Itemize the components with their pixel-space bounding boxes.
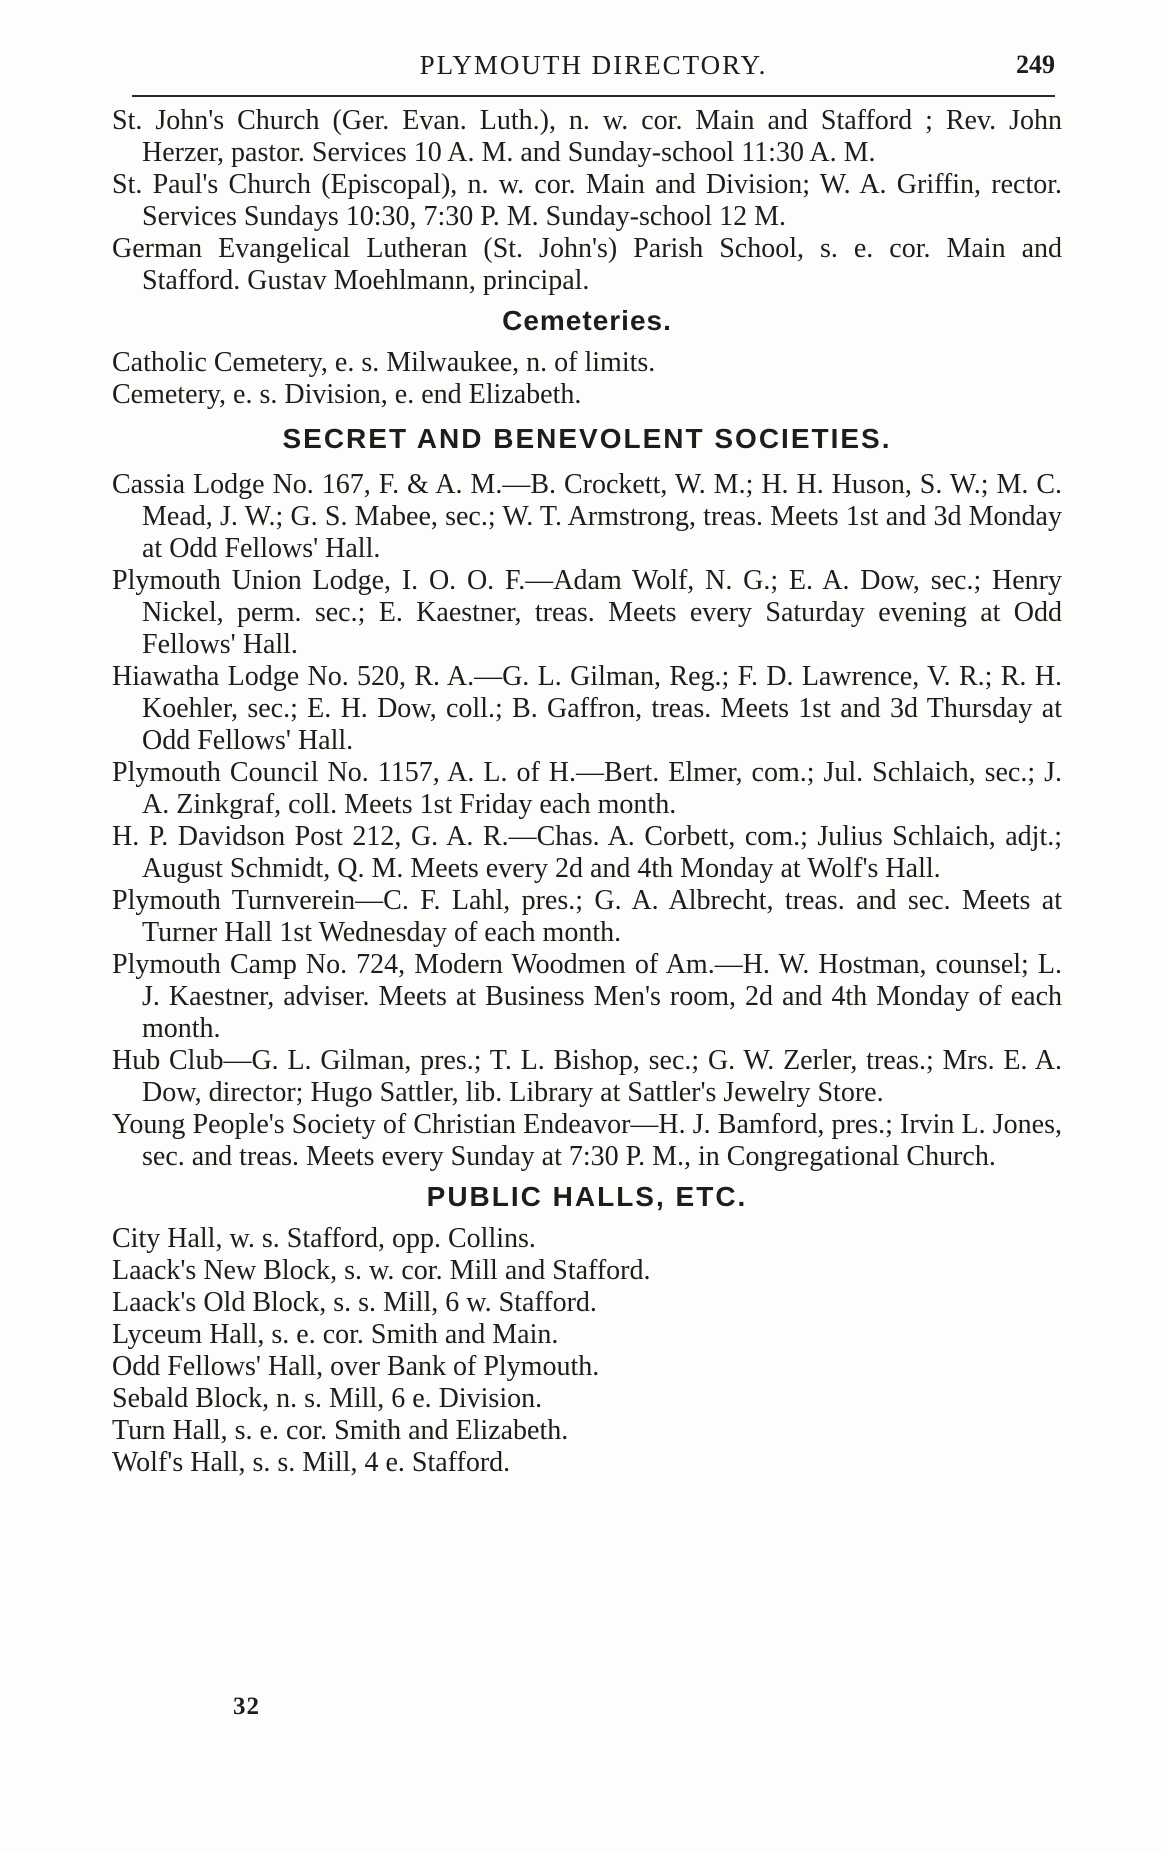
page-header bbox=[132, 44, 1055, 84]
halls-heading: PUBLIC HALLS, ETC. bbox=[426, 1181, 748, 1212]
hall-entry: Wolf's Hall, s. s. Mill, 4 e. Stafford. bbox=[112, 1447, 511, 1478]
society-entry: Plymouth Council No. 1157, A. L. of H.—Bert. Elmer, com.; Jul. Schlaich, sec.; J. A. Zinkgraf, coll. Meets 1st Friday each month. bbox=[112, 757, 1062, 820]
page-number: 249 bbox=[1016, 50, 1055, 79]
society-entry: H. P. Davidson Post 212, G. A. R.—Chas. A. Corbett, com.; Julius Schlaich, adjt.; August Schmidt, Q. M. Meets every 2d and 4th Monday at Wolf's Hall. bbox=[112, 821, 1062, 884]
hall-entry: Turn Hall, s. e. cor. Smith and Elizabeth. bbox=[112, 1415, 569, 1446]
society-entry: Hiawatha Lodge No. 520, R. A.—G. L. Gilman, Reg.; F. D. Lawrence, V. R.; R. H. Koehler, sec.; E. H. Dow, coll.; B. Gaffron, treas. Meets 1st and 3d Thursday at Odd Fellows' Hall. bbox=[112, 661, 1062, 756]
directory-content bbox=[112, 105, 1062, 1479]
church-entry: St. Paul's Church (Episcopal), n. w. cor. Main and Division; W. A. Griffin, rector. Services Sundays 10:30, 7:30 P. M. Sunday-school 12 M. bbox=[112, 169, 1062, 232]
header-rule bbox=[132, 95, 1055, 97]
running-head: PLYMOUTH DIRECTORY. bbox=[419, 50, 768, 80]
signature-mark: 32 bbox=[233, 1693, 260, 1720]
church-entry: German Evangelical Lutheran (St. John's) Parish School, s. e. cor. Main and Stafford. Gustav Moehlmann, principal. bbox=[112, 233, 1062, 296]
hall-entry: Laack's New Block, s. w. cor. Mill and Stafford. bbox=[112, 1255, 651, 1286]
church-entry: St. John's Church (Ger. Evan. Luth.), n. w. cor. Main and Stafford ; Rev. John Herzer, pastor. Services 10 A. M. and Sunday-school 11:30 A. M. bbox=[112, 105, 1062, 168]
hall-entry: Laack's Old Block, s. s. Mill, 6 w. Stafford. bbox=[112, 1287, 597, 1318]
cemetery-entry: Cemetery, e. s. Division, e. end Elizabeth. bbox=[112, 379, 582, 410]
cemeteries-heading: Cemeteries. bbox=[502, 305, 672, 336]
society-entry: Cassia Lodge No. 167, F. & A. M.—B. Crockett, W. M.; H. H. Huson, S. W.; M. C. Mead, J. W.; G. S. Mabee, sec.; W. T. Armstrong, treas. Meets 1st and 3d Monday at Odd Fellows' Hall. bbox=[112, 469, 1062, 564]
society-entry: Plymouth Turnverein—C. F. Lahl, pres.; G. A. Albrecht, treas. and sec. Meets at Turner Hall 1st Wednesday of each month. bbox=[112, 885, 1062, 948]
society-entry: Plymouth Union Lodge, I. O. O. F.—Adam Wolf, N. G.; E. A. Dow, sec.; Henry Nickel, perm. sec.; E. Kaestner, treas. Meets every Saturday evening at Odd Fellows' Hall. bbox=[112, 565, 1062, 660]
hall-entry: Odd Fellows' Hall, over Bank of Plymouth. bbox=[112, 1351, 600, 1382]
society-entry: Hub Club—G. L. Gilman, pres.; T. L. Bishop, sec.; G. W. Zerler, treas.; Mrs. E. A. Dow, director; Hugo Sattler, lib. Library at Sattler's Jewelry Store. bbox=[112, 1045, 1062, 1108]
cemetery-entry: Catholic Cemetery, e. s. Milwaukee, n. of limits. bbox=[112, 347, 656, 378]
society-entry: Plymouth Camp No. 724, Modern Woodmen of Am.—H. W. Hostman, counsel; L. J. Kaestner, adviser. Meets at Business Men's room, 2d and 4th Monday of each month. bbox=[112, 949, 1062, 1044]
hall-entry: City Hall, w. s. Stafford, opp. Collins. bbox=[112, 1223, 536, 1254]
society-entry: Young People's Society of Christian Endeavor—H. J. Bamford, pres.; Irvin L. Jones, sec. and treas. Meets every Sunday at 7:30 P. M., in Congregational Church. bbox=[112, 1109, 1062, 1172]
hall-entry: Sebald Block, n. s. Mill, 6 e. Division. bbox=[112, 1383, 543, 1414]
societies-heading: SECRET AND BENEVOLENT SOCIETIES. bbox=[282, 423, 892, 454]
hall-entry: Lyceum Hall, s. e. cor. Smith and Main. bbox=[112, 1319, 559, 1350]
